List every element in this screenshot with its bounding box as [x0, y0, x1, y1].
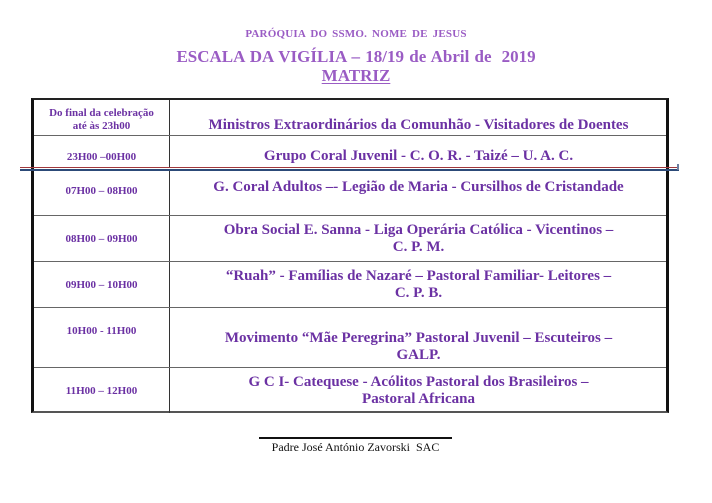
table-row: [34, 136, 666, 167]
table-row: [34, 171, 666, 216]
time-cell: [34, 262, 170, 307]
signature-line: [259, 437, 452, 439]
time-cell: [34, 368, 170, 413]
table-row: [34, 262, 666, 308]
groups-text: Ministros Extraordinários da Comunhão - Visitadores de Doentes: [208, 117, 629, 133]
time-text: 23H00 –00H00: [66, 151, 137, 163]
title-main: ESCALA DA VIGÍLIA – 18/19 de Abril de: [176, 47, 492, 66]
groups-cell: [171, 262, 666, 307]
parish-name: PARÓQUIA DO SSMO. NOME DE JESUS: [245, 28, 467, 40]
document-subtitle: MATRIZ: [321, 66, 391, 85]
document-title: [0, 47, 712, 67]
time-text-line1: Do final da celebração: [49, 106, 154, 119]
table-row: [34, 368, 666, 413]
groups-cell: [171, 136, 666, 167]
groups-text-line1: “Ruah” - Famílias de Nazaré – Pastoral Familiar- Leitores –: [225, 267, 612, 284]
table-row: [34, 100, 666, 136]
time-cell: [34, 216, 170, 261]
schedule-table: [31, 98, 669, 413]
groups-cell: [171, 100, 666, 135]
signature-name: Padre José António Zavorski SAC: [271, 440, 440, 454]
title-year: 2019: [501, 47, 536, 66]
time-text: 11H00 – 12H00: [65, 385, 138, 397]
groups-cell: [171, 171, 666, 215]
groups-text-line1: Obra Social E. Sanna - Liga Operária Católica - Vicentinos –: [223, 221, 614, 238]
groups-cell: [171, 308, 666, 367]
separator-line-blue: [20, 169, 679, 171]
groups-cell: [171, 368, 666, 413]
time-cell: [34, 100, 170, 135]
time-text: 08H00 – 09H00: [65, 233, 138, 245]
time-text: 10H00 - 11H00: [66, 325, 137, 337]
groups-text-line2: C. P. M.: [392, 238, 445, 255]
table-row: [34, 216, 666, 262]
groups-text: Grupo Coral Juvenil - C. O. R. - Taizé – U. A. C.: [263, 148, 574, 164]
time-cell: [34, 308, 170, 367]
time-text: 07H00 – 08H00: [65, 185, 138, 197]
time-cell: [34, 136, 170, 167]
groups-text-line2: C. P. B.: [394, 284, 443, 301]
table-row: [34, 308, 666, 368]
time-text: 09H00 – 10H00: [65, 279, 138, 291]
groups-text-line2: Pastoral Africana: [362, 390, 475, 407]
groups-text-line2: GALP.: [396, 347, 441, 363]
groups-text-line1: Movimento “Mãe Peregrina” Pastoral Juvenil – Escuteiros –: [224, 330, 613, 346]
separator-line-red: [20, 167, 679, 168]
groups-text-line1: G C I- Catequese - Acólitos Pastoral dos Brasileiros –: [248, 373, 589, 390]
groups-cell: [171, 216, 666, 261]
time-text-line2: até às 23h00: [72, 119, 131, 132]
time-cell: [34, 171, 170, 215]
separator-line-end: [677, 164, 679, 170]
groups-text: G. Coral Adultos –- Legião de Maria - Cursilhos de Cristandade: [213, 179, 624, 195]
